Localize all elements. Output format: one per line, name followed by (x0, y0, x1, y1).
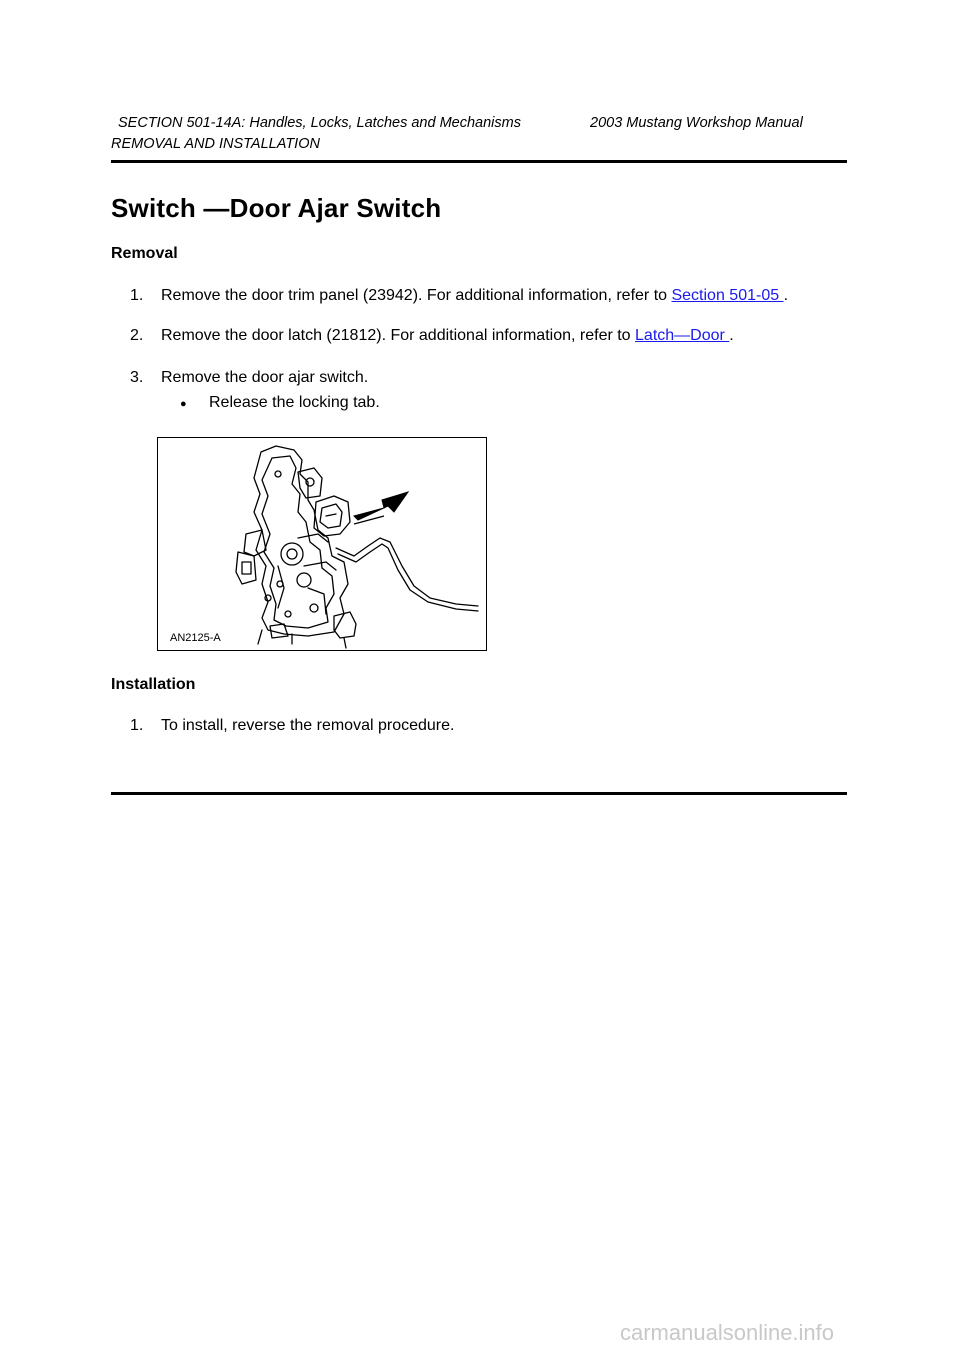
removal-heading: Removal (111, 245, 178, 262)
bullet-dot-icon: ● (180, 398, 187, 410)
section-501-05-link[interactable]: Section 501-05 (671, 287, 784, 304)
removal-step-2-text: Remove the door latch (21812). For additional information, refer to (161, 327, 636, 344)
removal-step-3-text: Remove the door ajar switch. (161, 369, 369, 386)
latch-door-link[interactable]: Latch—Door (635, 327, 730, 344)
figure-label: AN2125-A (170, 632, 221, 644)
footer-rule (111, 792, 847, 795)
removal-step-2-period: . (729, 327, 734, 344)
release-locking-tab-text: Release the locking tab. (209, 394, 380, 411)
section-header: SECTION 501-14A: Handles, Locks, Latches and Mechanisms (118, 115, 521, 131)
installation-step-1-number: 1. (130, 717, 144, 734)
removal-installation-subheading: REMOVAL AND INSTALLATION (111, 136, 320, 152)
watermark-text: carmanualsonline.info (620, 1320, 835, 1345)
removal-step-1 (161, 287, 788, 305)
removal-step-1-number: 1. (130, 287, 144, 304)
removal-step-2-number: 2. (130, 327, 144, 344)
door-latch-illustration (157, 437, 487, 651)
header-rule (111, 160, 847, 163)
removal-step-1-period: . (783, 287, 789, 304)
manual-title: 2003 Mustang Workshop Manual (590, 115, 803, 131)
page-title: Switch —Door Ajar Switch (111, 193, 442, 223)
installation-heading: Installation (111, 676, 196, 693)
removal-step-2 (161, 327, 734, 345)
installation-step-1-text: To install, reverse the removal procedure. (161, 717, 455, 734)
removal-step-3-number: 3. (130, 369, 144, 386)
removal-step-1-text: Remove the door trim panel (23942). For additional information, refer to (161, 287, 672, 304)
door-latch-drawing (158, 438, 486, 650)
